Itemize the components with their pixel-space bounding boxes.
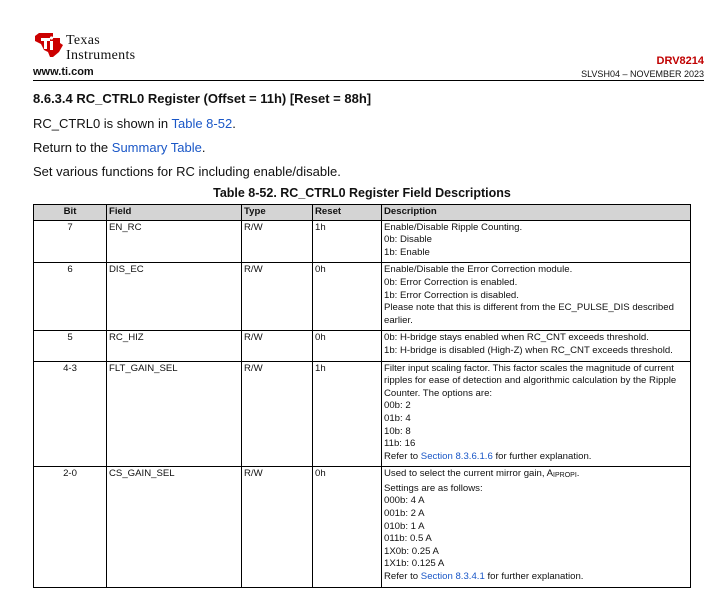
table-row [34, 467, 691, 587]
cell-description [382, 220, 691, 263]
document-revision: SLVSH04 – NOVEMBER 2023 [581, 69, 704, 79]
return-line [33, 140, 205, 155]
ti-logo-icon [33, 30, 65, 60]
mirror-gain-subscript: IPROPI [553, 472, 577, 480]
description-line: 0b: H-bridge stays enabled when RC_CNT exceeds threshold. [384, 332, 649, 344]
description-line: 011b: 0.5 A [384, 533, 432, 545]
cell-field: FLT_GAIN_SEL [107, 361, 242, 467]
cell-type: R/W [242, 220, 313, 263]
description-line: 0b: Error Correction is enabled. [384, 276, 518, 288]
column-header-type: Type [242, 205, 313, 221]
cell-bit: 7 [34, 220, 107, 263]
table-row [34, 331, 691, 361]
register-field-table [33, 204, 691, 588]
description-line: Please note that this is different from the EC_PULSE_DIS described earlier. [384, 302, 674, 326]
part-number[interactable]: DRV8214 [656, 55, 704, 67]
cell-field: CS_GAIN_SEL [107, 467, 242, 587]
header-divider [33, 80, 704, 81]
description-line: 10b: 8 [384, 425, 411, 437]
cell-reset: 1h [313, 361, 382, 467]
cell-field: DIS_EC [107, 263, 242, 331]
cell-type: R/W [242, 331, 313, 361]
description-line: 1b: Error Correction is disabled. [384, 289, 519, 301]
cell-reset: 0h [313, 331, 382, 361]
cell-reset: 0h [313, 263, 382, 331]
summary-table-link[interactable]: Summary Table [111, 140, 202, 155]
cell-field: EN_RC [107, 220, 242, 263]
description-line: Set various functions for RC including enable/disable. [33, 164, 341, 179]
description-line: Settings are as follows: [384, 482, 483, 494]
description-line: 11b: 16 [384, 438, 416, 450]
intro-suffix: . [232, 116, 236, 131]
table-row [34, 220, 691, 263]
reference-line [384, 451, 688, 464]
description-line: Enable/Disable Ripple Counting. [384, 221, 523, 233]
table-header-row [34, 205, 691, 221]
reference-suffix: for further explanation. [492, 450, 592, 462]
section-link[interactable]: Section 8.3.6.1.6 [420, 450, 493, 462]
intro-text: RC_CTRL0 is shown in [33, 116, 172, 131]
column-header-description: Description [382, 205, 691, 221]
cell-field: RC_HIZ [107, 331, 242, 361]
cell-description [382, 467, 691, 587]
mirror-gain-text: Used to select the current mirror gain, A [384, 468, 554, 480]
column-header-field: Field [107, 205, 242, 221]
return-text: Return to the [33, 140, 112, 155]
table-link[interactable]: Table 8-52 [171, 116, 233, 131]
description-line: 1X0b: 0.25 A [384, 545, 439, 557]
website-url[interactable]: www.ti.com [33, 66, 94, 78]
mirror-gain-period: . [576, 468, 580, 480]
description-line: 1X1b: 0.125 A [384, 558, 445, 570]
description-line: 000b: 4 A [384, 495, 425, 507]
cell-reset: 1h [313, 220, 382, 263]
brand-name-line1: Texas [66, 33, 100, 48]
description-line: Filter input scaling factor. This factor scales the magnitude of current ripples for ease of detection and algorithmic calculation by the Ripple Counter. The options are: [384, 362, 677, 399]
table-row [34, 361, 691, 467]
reference-line [384, 571, 688, 584]
description-line: 0b: Disable [384, 234, 432, 246]
reference-text: Refer to [384, 450, 421, 462]
cell-description [382, 263, 691, 331]
cell-description [382, 361, 691, 467]
intro-line [33, 116, 236, 131]
table-caption: Table 8-52. RC_CTRL0 Register Field Descriptions [213, 186, 511, 200]
cell-description [382, 331, 691, 361]
cell-reset: 0h [313, 467, 382, 587]
table-row [34, 263, 691, 331]
brand-name-line2: Instruments [66, 48, 136, 63]
return-suffix: . [201, 140, 206, 155]
column-header-bit: Bit [34, 205, 107, 221]
cell-bit: 2-0 [34, 467, 107, 587]
reference-suffix: for further explanation. [484, 571, 584, 583]
section-heading: 8.6.3.4 RC_CTRL0 Register (Offset = 11h) [Reset = 88h] [33, 91, 372, 106]
cell-bit: 6 [34, 263, 107, 331]
description-line: 01b: 4 [384, 412, 411, 424]
cell-type: R/W [242, 263, 313, 331]
cell-bit: 4-3 [34, 361, 107, 467]
cell-type: R/W [242, 361, 313, 467]
description-line: 001b: 2 A [384, 508, 425, 520]
description-line: 1b: H-bridge is disabled (High-Z) when RC_CNT exceeds threshold. [384, 344, 673, 356]
description-line: 010b: 1 A [384, 520, 425, 532]
description-line: 00b: 2 [384, 400, 411, 412]
section-link[interactable]: Section 8.3.4.1 [420, 571, 485, 583]
description-line: 1b: Enable [384, 246, 430, 258]
reference-text: Refer to [384, 571, 421, 583]
description-line: Enable/Disable the Error Correction module. [384, 264, 573, 276]
description-line [384, 468, 688, 483]
cell-type: R/W [242, 467, 313, 587]
column-header-reset: Reset [313, 205, 382, 221]
cell-bit: 5 [34, 331, 107, 361]
